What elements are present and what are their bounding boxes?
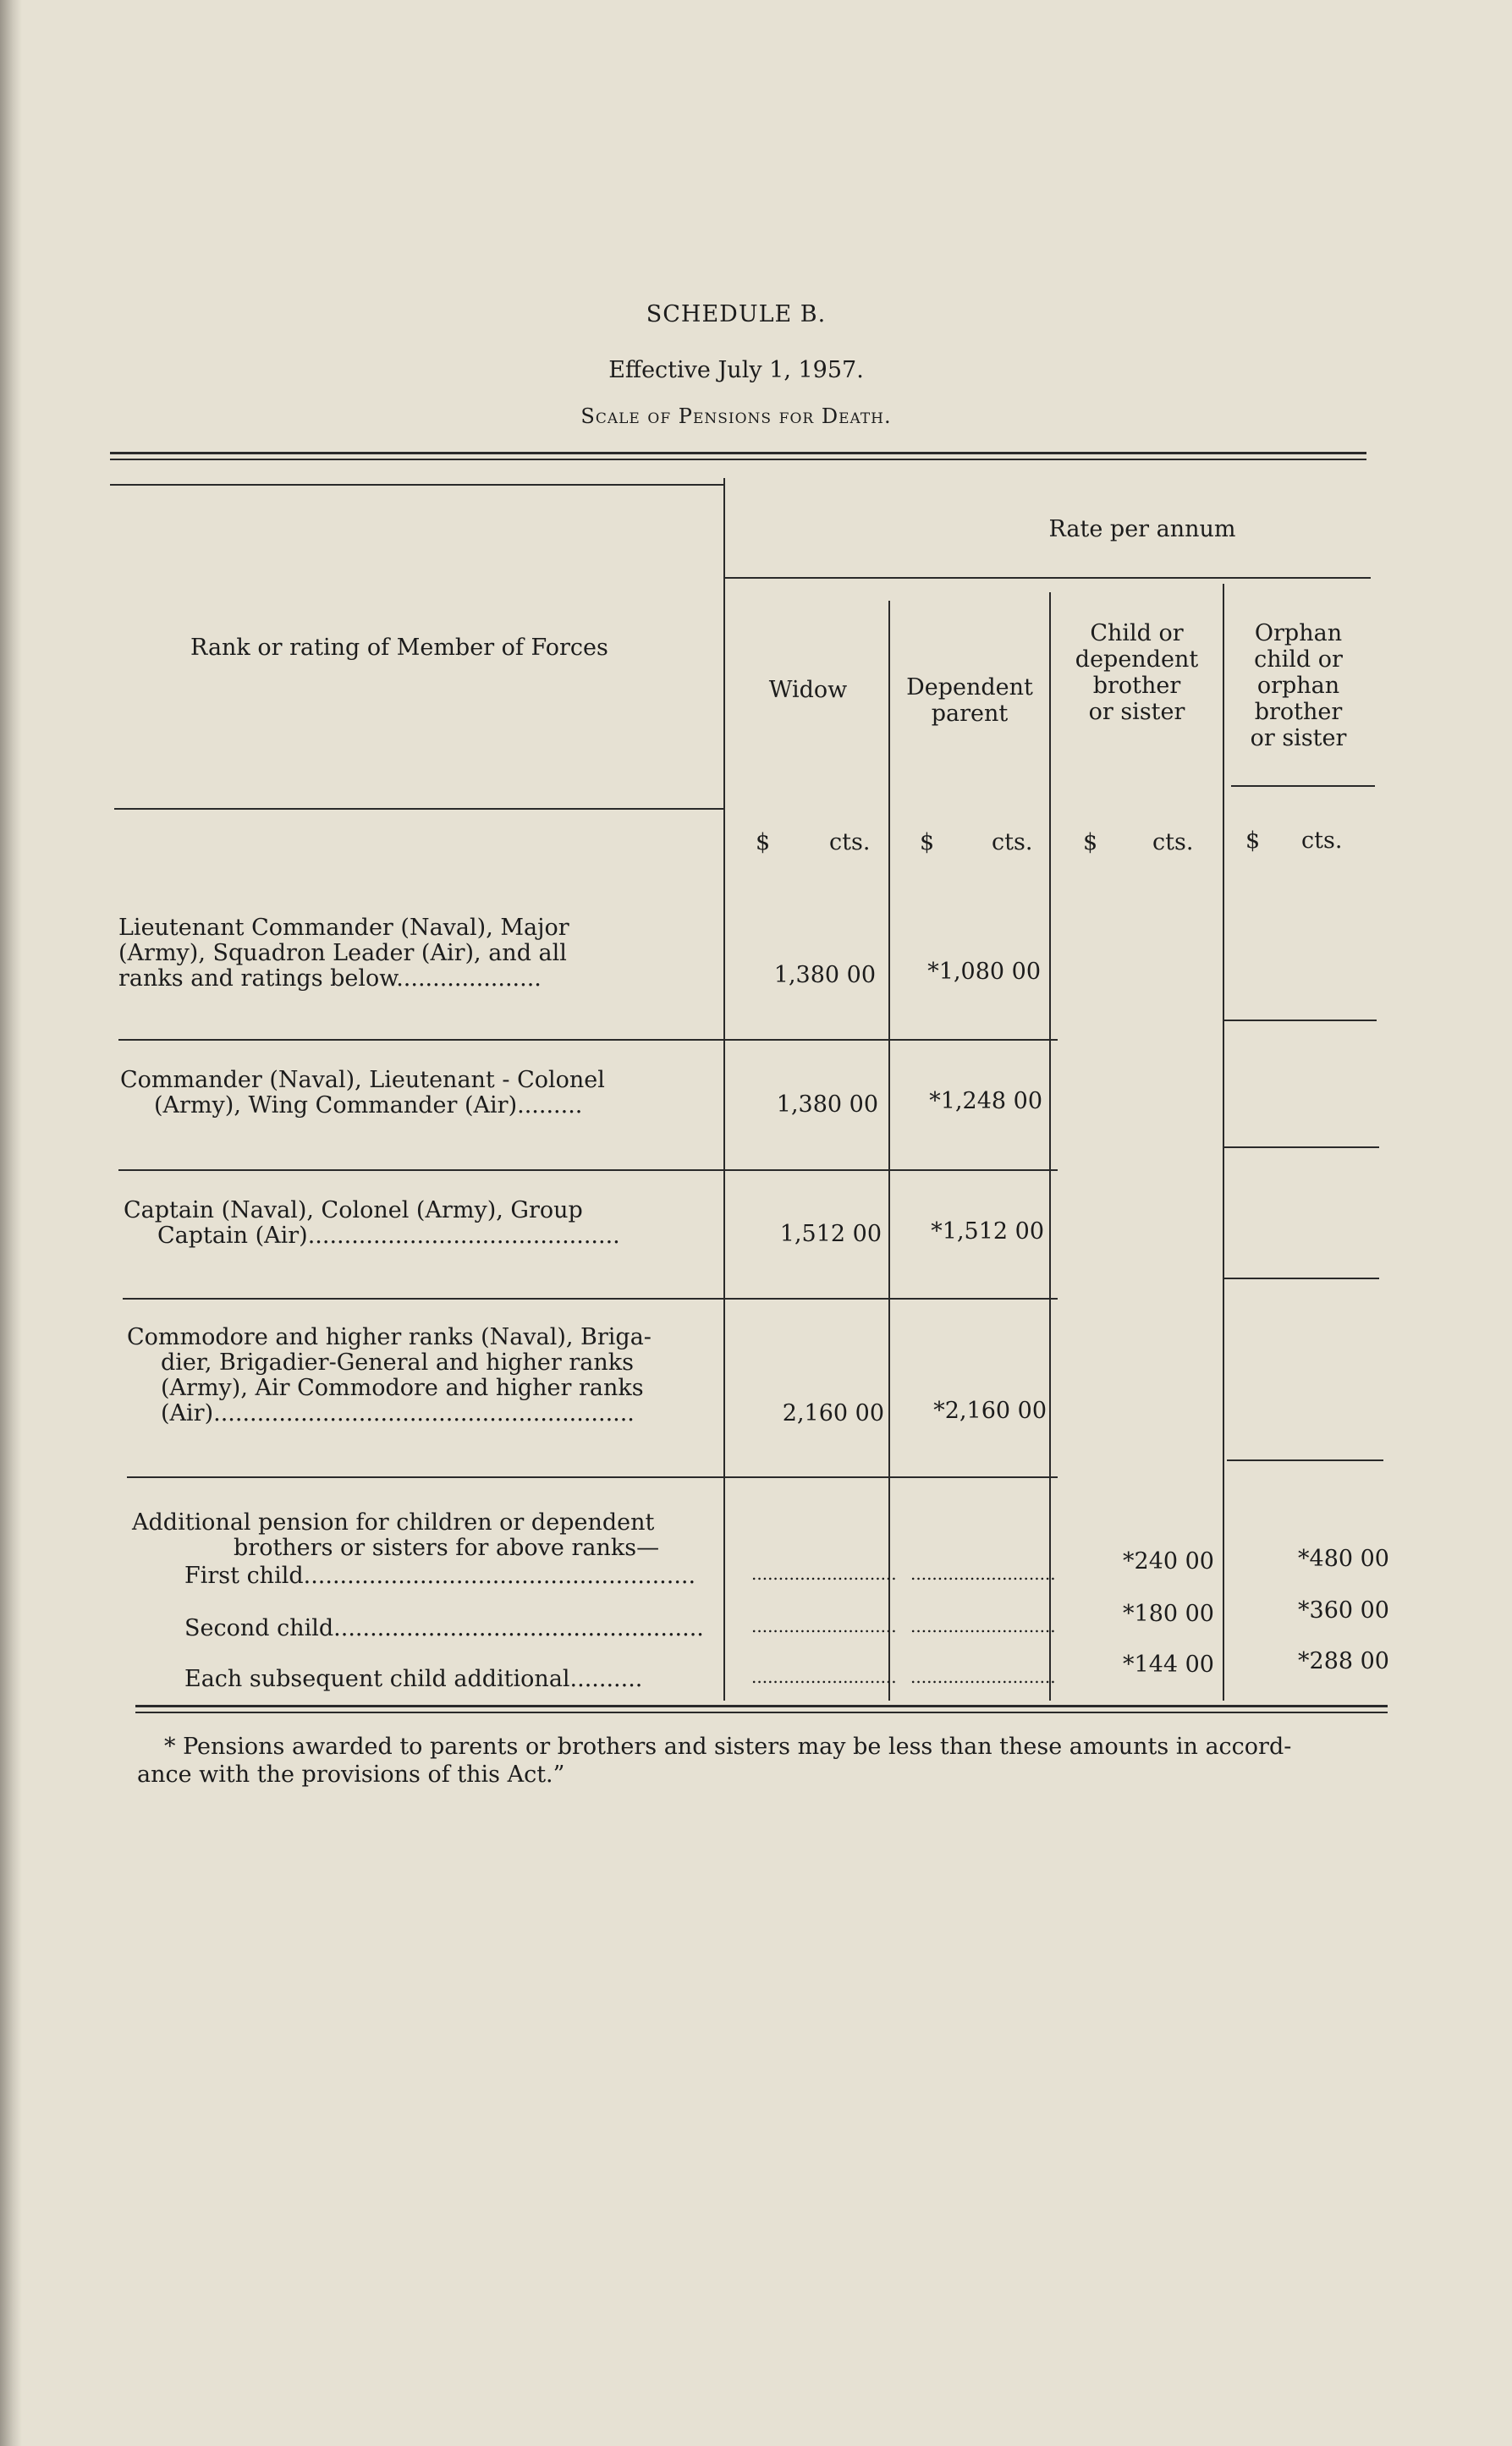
rank-line: Captain (Naval), Colonel (Army), Group — [124, 1197, 583, 1223]
table-top-rule-2 — [110, 459, 1366, 460]
widow-amount: 2,160 00 — [782, 1400, 884, 1426]
child-amount: *240 00 — [1123, 1548, 1214, 1575]
additional-line: brothers or sisters for above ranks— — [234, 1535, 660, 1561]
table-row-rank — [118, 915, 569, 992]
widow-amount: 1,380 00 — [773, 962, 876, 988]
unit-dollar-child: $ — [1083, 829, 1098, 855]
row-rule-1 — [118, 1039, 1058, 1041]
additional-pension-label — [132, 1510, 659, 1561]
rank-line: (Army), Squadron Leader (Air), and all — [118, 940, 567, 966]
table-bottom-rule-2 — [135, 1712, 1388, 1713]
header-child — [1051, 620, 1223, 725]
child-amount: *144 00 — [1123, 1652, 1214, 1678]
additional-item-label: First child...................................................... — [184, 1563, 696, 1589]
col-divider-rank — [723, 478, 725, 1701]
unit-cents-child: cts. — [1152, 829, 1194, 855]
header-orphan-line: orphan — [1256, 673, 1340, 699]
orphan-amount: *360 00 — [1298, 1597, 1389, 1624]
header-dependent-parent — [890, 674, 1049, 727]
unit-dollar-orphan: $ — [1245, 827, 1261, 854]
effective-date: Effective July 1, 1957. — [608, 357, 864, 383]
dot-leader: ........................... — [751, 1667, 897, 1687]
scale-title: Scale of Pensions for Death. — [580, 404, 892, 428]
parent-amount: *2,160 00 — [933, 1398, 1047, 1424]
footnote-line: ance with the provisions of this Act.” — [137, 1762, 565, 1788]
table-head-rule-left — [110, 484, 723, 486]
schedule-title: SCHEDULE B. — [646, 301, 827, 327]
header-child-line: Child or — [1090, 620, 1184, 646]
rank-line: (Army), Wing Commander (Air)......... — [154, 1092, 583, 1119]
header-orphan-line: brother — [1254, 699, 1343, 725]
additional-item-label: Second child................................................... — [184, 1615, 704, 1641]
unit-dollar-parent: $ — [920, 829, 935, 855]
dot-leader: ........................... — [751, 1616, 897, 1636]
rank-line: dier, Brigadier-General and higher ranks — [161, 1349, 634, 1376]
header-orphan-line: Orphan — [1254, 620, 1343, 646]
dot-leader: ........................... — [910, 1564, 1056, 1584]
row-rule-3 — [123, 1298, 1058, 1300]
parent-amount: *1,248 00 — [929, 1088, 1042, 1114]
col-divider-widow — [888, 601, 890, 1701]
header-bottom-rule-left — [114, 808, 723, 810]
table-row-rank — [120, 1068, 605, 1119]
row-rule-2-right — [1223, 1146, 1379, 1148]
additional-line: Additional pension for children or dependent — [132, 1509, 655, 1536]
unit-dollar-widow: $ — [756, 829, 771, 855]
table-bottom-rule — [135, 1705, 1388, 1707]
dot-leader: ........................... — [751, 1564, 897, 1584]
parent-amount: *1,512 00 — [931, 1218, 1044, 1245]
header-rate-per-annum: Rate per annum — [1048, 516, 1236, 542]
orphan-amount: *288 00 — [1298, 1648, 1389, 1674]
header-rank: Rank or rating of Member of Forces — [190, 635, 608, 661]
row-rule-3-right — [1223, 1278, 1379, 1279]
header-orphan — [1224, 620, 1372, 751]
row-rule-2 — [118, 1169, 1058, 1171]
header-widow: Widow — [768, 677, 848, 703]
header-orphan-line: or sister — [1250, 725, 1347, 751]
table-top-rule — [110, 452, 1366, 454]
col-divider-parent — [1049, 592, 1051, 1701]
widow-amount: 1,380 00 — [776, 1091, 878, 1118]
additional-item-label: Each subsequent child additional.......... — [184, 1666, 643, 1692]
rank-line: Commander (Naval), Lieutenant - Colonel — [120, 1067, 605, 1093]
header-dependent-parent-line: parent — [931, 701, 1009, 727]
table-row-rank — [124, 1198, 620, 1249]
child-amount: *180 00 — [1123, 1601, 1214, 1627]
row-rule-1-right — [1223, 1020, 1377, 1021]
header-bottom-rule-right — [1231, 785, 1375, 787]
unit-cents-orphan: cts. — [1301, 827, 1343, 854]
row-rule-4 — [127, 1476, 1058, 1478]
dot-leader: ........................... — [910, 1667, 1056, 1687]
rank-line: (Air).......................................................... — [161, 1400, 635, 1426]
header-dependent-parent-line: Dependent — [906, 674, 1033, 701]
col-divider-child — [1223, 584, 1224, 1701]
footnote-line: * Pensions awarded to parents or brothers and sisters may be less than these amounts in accord- — [164, 1734, 1292, 1760]
header-child-line: or sister — [1088, 699, 1185, 725]
widow-amount: 1,512 00 — [779, 1221, 882, 1247]
header-child-line: brother — [1092, 673, 1181, 699]
rank-line: Captain (Air)........................................... — [157, 1223, 620, 1249]
parent-amount: *1,080 00 — [927, 959, 1041, 985]
orphan-amount: *480 00 — [1298, 1546, 1389, 1572]
unit-cents-widow: cts. — [829, 829, 871, 855]
rank-line: Commodore and higher ranks (Naval), Briga- — [127, 1324, 652, 1350]
rank-line: Lieutenant Commander (Naval), Major — [118, 915, 569, 941]
footnote — [137, 1733, 1291, 1789]
header-child-line: dependent — [1075, 646, 1199, 673]
table-row-rank — [127, 1325, 652, 1426]
header-orphan-line: child or — [1254, 646, 1343, 673]
unit-cents-parent: cts. — [992, 829, 1033, 855]
rank-line: ranks and ratings below.................... — [118, 965, 542, 992]
dot-leader: ........................... — [910, 1616, 1056, 1636]
rank-line: (Army), Air Commodore and higher ranks — [161, 1375, 644, 1401]
row-rule-4-right — [1227, 1459, 1383, 1461]
rate-group-rule — [723, 577, 1371, 579]
